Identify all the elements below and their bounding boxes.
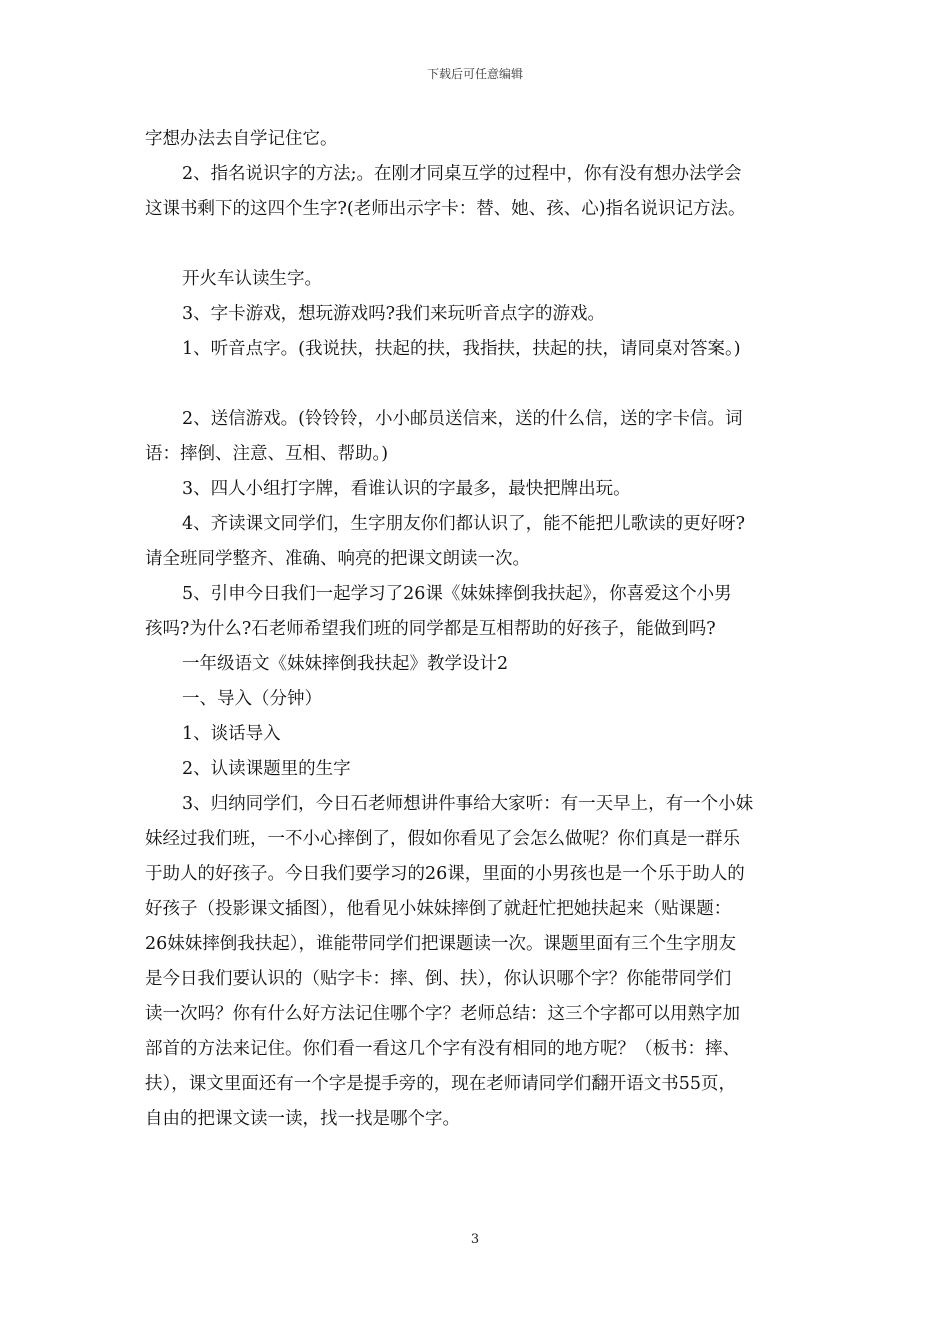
page-header-note: 下载后可任意编辑	[426, 67, 523, 81]
text-line: 语：摔倒、注意、互相、帮助。)	[145, 444, 389, 464]
text-line: 妹经过我们班，一不小心摔倒了，假如你看见了会怎么做呢？你们真是一群乐	[145, 829, 740, 849]
paragraph-gap	[145, 367, 805, 402]
section-title: 一年级语文《妹妹摔倒我扶起》教学设计2	[182, 654, 509, 674]
text-line: 开火车认读生字。	[182, 269, 322, 289]
text-line: 孩吗?为什么?石老师希望我们班的同学都是互相帮助的好孩子，能做到吗?	[145, 619, 716, 639]
text-line: 于助人的好孩子。今日我们要学习的26课，里面的小男孩也是一个乐于助人的	[145, 864, 745, 884]
text-line: 这课书剩下的这四个生字?(老师出示字卡：替、她、孩、心)指名说识记方法。	[145, 199, 746, 219]
text-line: 1、谈话导入	[182, 724, 281, 744]
text-line: 读一次吗？你有什么好方法记住哪个字？老师总结：这三个字都可以用熟字加	[145, 1004, 740, 1024]
text-line: 部首的方法来记住。你们看一看这几个字有没有相同的地方呢？（板书：摔、	[145, 1039, 740, 1059]
text-line: 自由的把课文读一读，找一找是哪个字。	[145, 1109, 460, 1129]
paragraph-gap	[145, 227, 805, 262]
text-line: 扶），课文里面还有一个字是提手旁的，现在老师请同学们翻开语文书55页，	[145, 1074, 737, 1094]
text-line: 一、导入（分钟）	[182, 689, 322, 709]
text-line: 3、归纳同学们，今日石老师想讲件事给大家听：有一天早上，有一个小妹	[182, 794, 754, 814]
text-line: 3、四人小组打字牌，看谁认识的字最多，最快把牌出玩。	[182, 479, 631, 499]
text-line: 2、认读课题里的生字	[182, 759, 351, 779]
text-line: 2、指名说识字的方法;。在刚才同桌互学的过程中，你有没有想办法学会	[182, 164, 742, 184]
document-body	[145, 122, 805, 1137]
text-line: 1、听音点字。(我说扶，扶起的扶，我指扶，扶起的扶，请同桌对答案。)	[182, 339, 741, 359]
text-line: 26妹妹摔倒我扶起），谁能带同学们把课题读一次。课题里面有三个生字朋友	[145, 934, 737, 954]
text-line: 请全班同学整齐、准确、响亮的把课文朗读一次。	[145, 549, 530, 569]
text-line: 好孩子（投影课文插图），他看见小妹妹摔倒了就赶忙把她扶起来（贴课题：	[145, 899, 732, 919]
text-line: 3、字卡游戏，想玩游戏吗?我们来玩听音点字的游戏。	[182, 304, 606, 324]
text-line: 字想办法去自学记住它。	[145, 129, 338, 149]
text-line: 4、齐读课文同学们，生字朋友你们都认识了，能不能把儿歌读的更好呀?	[182, 514, 746, 534]
page-number: 3	[470, 1232, 480, 1247]
text-line: 2、送信游戏。(铃铃铃，小小邮员送信来，送的什么信，送的字卡信。词	[182, 409, 743, 429]
text-line: 5、引申今日我们一起学习了26课《妹妹摔倒我扶起》，你喜爱这个小男	[182, 584, 732, 604]
text-line: 是今日我们要认识的（贴字卡：摔、倒、扶），你认识哪个字？你能带同学们	[145, 969, 732, 989]
